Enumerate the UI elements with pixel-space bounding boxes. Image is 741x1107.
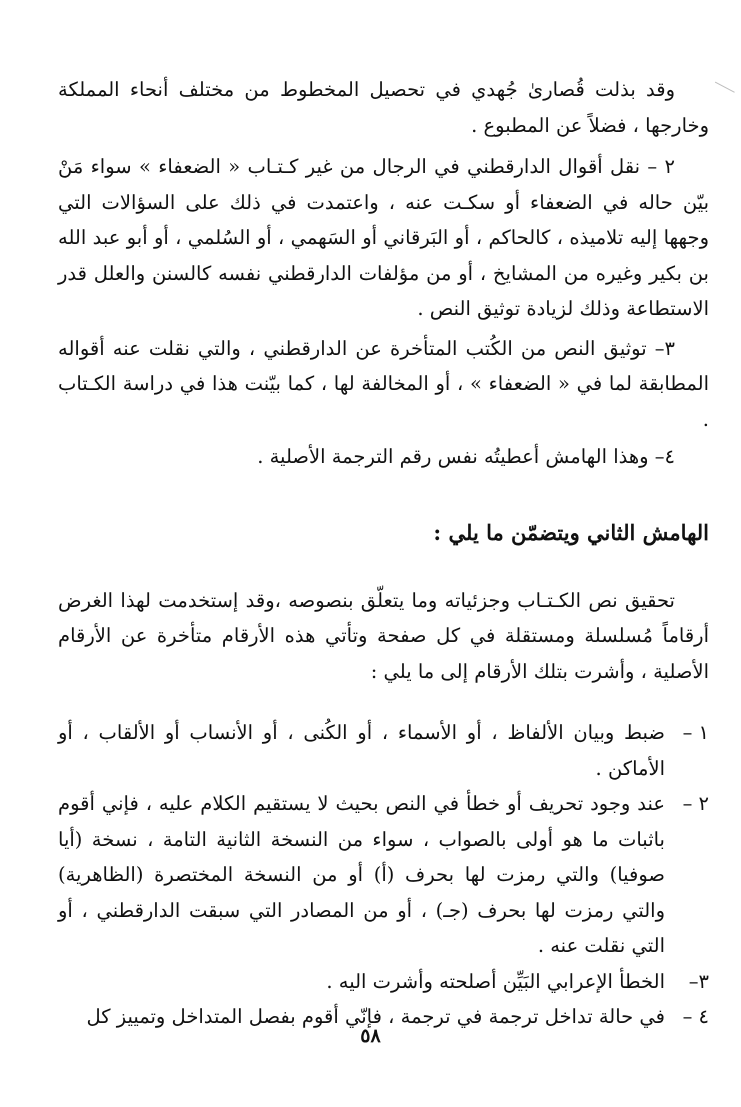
paragraph-3: ٣– توثيق النص من الكُتب المتأخرة عن الدارقطني ، والتي نقلت عنه أقواله المطابقة لما في « الضعفاء » ، أو المخالفة لها ، كما بيّنت هذا في دراسة الكـتاب . [58, 336, 709, 431]
list-item-text: عند وجود تحريف أو خطأ في النص بحيث لا يستقيم الكلام عليه ، فإني أقوم باثبات ما هو أولى بالصواب ، سواء من النسخة الثانية التامة ، نسخة (أيا صوفيا) والتي رمزت لها بحرف (أ) أو من النسخة المختصرة (الظاهرية) والتي رمزت لها بحرف (جـ) ، أو من المصادر التي سبقت الدارقطني ، أو التي نقلت عنه . [58, 792, 665, 957]
list-item [58, 786, 709, 964]
list-item [58, 715, 709, 786]
list-item-text: الخطأ الإعرابي البَيِّن أصلحته وأشرت اليه . [326, 969, 665, 993]
list-item-number: ٣– [688, 969, 709, 993]
list-item [58, 964, 709, 1000]
list-item-text: ضبط وبيان الألفاظ ، أو الأسماء ، أو الكُنى ، أو الأنساب أو الألقاب ، أو الأماكن . [58, 721, 665, 780]
section-heading: الهامش الثاني ويتضمّن ما يلي : [433, 519, 709, 545]
list-item-text: في حالة تداخل ترجمة في ترجمة ، فإنّي أقوم بفصل المتداخل وتمييز كل [86, 1005, 665, 1028]
list-item-number: ١ – [682, 721, 709, 744]
intro-paragraph: تحقيق نص الكـتـاب وجزئياته وما يتعلّق بنصوصه ،وقد إستخدمت لهذا الغرض أرقاماً مُسلسلة ومستقلة في كل صفحة وتأتي هذه الأرقام متأخرة عن الأرقام الأصلية ، وأشرت بتلك الأرقام إلى ما يلي : [58, 588, 709, 683]
list-item-number: ٢ – [682, 792, 709, 815]
scan-mark [709, 82, 735, 104]
page-number: ٥٨ [360, 1025, 381, 1047]
page-body [58, 70, 709, 1047]
list-item-number: ٤ – [682, 1005, 709, 1028]
paragraph-4: ٤– وهذا الهامش أعطيتُه نفس رقم الترجمة الأصلية . [257, 445, 675, 468]
numbered-list [58, 715, 709, 1035]
paragraph-1: وقد بذلت قُصارىٰ جُهدي في تحصيل المخطوط من مختلف أنحاء المملكة وخارجها ، فضلاً عن المطبوع . [58, 78, 709, 137]
paragraph-2: ٢ – نقل أقوال الدارقطني في الرجال من غير كـتـاب « الضعفاء » سواء مَنْ بيّن حاله في الضعفاء أو سكـت عنه ، واعتمدت في ذلك على السؤالات التي وجهها إليه تلاميذه ، كالحاكم ، أو البَرقاني أو السَهمي ، أو السُلمي ، أو أبو عبد الله بن بكير وغيره من المشايخ ، أو من مؤلفات الدارقطني نفسه كالسنن والعلل قدر الاستطاعة وذلك لزيادة توثيق النص . [58, 155, 709, 320]
